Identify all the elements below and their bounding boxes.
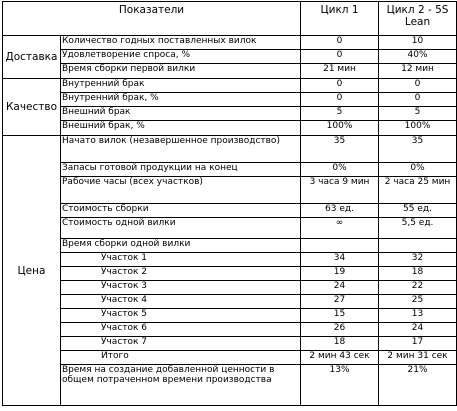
- row-cycle1: 35: [301, 136, 379, 163]
- section-delivery: Доставка: [3, 36, 61, 79]
- section-price: Цена: [3, 136, 61, 406]
- row-label: Время сборки одной вилки: [61, 239, 301, 253]
- row-label: Участок 7: [61, 337, 301, 351]
- table-row: [3, 79, 457, 93]
- table-row: [3, 177, 457, 204]
- table-row: [3, 50, 457, 64]
- row-label: Внешний брак: [61, 107, 301, 121]
- row-cycle2: 21%: [379, 365, 457, 406]
- row-label: Время сборки первой вилки: [61, 64, 301, 79]
- row-label: Участок 1: [61, 253, 301, 267]
- row-cycle2: 5: [379, 107, 457, 121]
- row-cycle2: 100%: [379, 121, 457, 136]
- row-label: Участок 6: [61, 323, 301, 337]
- metrics-table: [2, 1, 457, 406]
- row-label: Внутренний брак: [61, 79, 301, 93]
- row-cycle1: 15: [301, 309, 379, 323]
- table-row: [3, 218, 457, 239]
- row-label: Начато вилок (незавершенное производство): [61, 136, 301, 163]
- row-label: Итого: [61, 351, 301, 365]
- row-cycle2: [379, 239, 457, 253]
- row-cycle2: 18: [379, 267, 457, 281]
- row-cycle2: 2 часа 25 мин: [379, 177, 457, 204]
- section-quality: Качество: [3, 79, 61, 136]
- row-cycle1: 100%: [301, 121, 379, 136]
- row-label: Участок 2: [61, 267, 301, 281]
- row-cycle2: 17: [379, 337, 457, 351]
- row-cycle1: 0: [301, 79, 379, 93]
- row-cycle2: 10: [379, 36, 457, 50]
- row-cycle1: 63 ед.: [301, 204, 379, 218]
- row-cycle1: 0: [301, 36, 379, 50]
- row-cycle2: 0: [379, 79, 457, 93]
- row-cycle2: 32: [379, 253, 457, 267]
- row-label: Участок 3: [61, 281, 301, 295]
- row-cycle1: 3 часа 9 мин: [301, 177, 379, 204]
- row-cycle1: 13%: [301, 365, 379, 406]
- row-cycle1: [301, 239, 379, 253]
- row-cycle1: 19: [301, 267, 379, 281]
- table-row: [3, 253, 457, 267]
- row-label: Рабочие часы (всех участков): [61, 177, 301, 204]
- row-cycle2: 22: [379, 281, 457, 295]
- row-cycle2: 12 мин: [379, 64, 457, 79]
- row-cycle2: 40%: [379, 50, 457, 64]
- header-metric: Показатели: [3, 2, 301, 36]
- table-row: [3, 351, 457, 365]
- row-cycle1: 21 мин: [301, 64, 379, 79]
- row-label: Стоимость сборки: [61, 204, 301, 218]
- row-label: Стоимость одной вилки: [61, 218, 301, 239]
- row-cycle1: 5: [301, 107, 379, 121]
- row-cycle2: 35: [379, 136, 457, 163]
- table-row: [3, 93, 457, 107]
- row-cycle1: 26: [301, 323, 379, 337]
- row-cycle1: 27: [301, 295, 379, 309]
- row-cycle2: 55 ед.: [379, 204, 457, 218]
- row-cycle2: 0: [379, 93, 457, 107]
- header-cycle2: Цикл 2 - 5S Lean: [379, 2, 457, 36]
- table-row: [3, 64, 457, 79]
- table-row: [3, 365, 457, 406]
- row-cycle2: 5,5 ед.: [379, 218, 457, 239]
- row-label: Время на создание добавленной ценности в общем потраченном времени производства: [61, 365, 301, 406]
- table-row: [3, 309, 457, 323]
- table-row: [3, 323, 457, 337]
- row-label: Количество годных поставленных вилок: [61, 36, 301, 50]
- row-cycle1: 18: [301, 337, 379, 351]
- row-cycle1: 34: [301, 253, 379, 267]
- row-cycle1: 24: [301, 281, 379, 295]
- table-row: [3, 281, 457, 295]
- row-cycle2: 25: [379, 295, 457, 309]
- row-label: Запасы готовой продукции на конец: [61, 163, 301, 177]
- row-cycle1: 2 мин 43 сек: [301, 351, 379, 365]
- header-cycle1: Цикл 1: [301, 2, 379, 36]
- table-row: [3, 204, 457, 218]
- row-label: Участок 5: [61, 309, 301, 323]
- row-cycle2: 24: [379, 323, 457, 337]
- row-cycle1: 0: [301, 50, 379, 64]
- row-cycle2: 13: [379, 309, 457, 323]
- row-label: Участок 4: [61, 295, 301, 309]
- row-cycle1: 0: [301, 93, 379, 107]
- header-row: [3, 2, 457, 36]
- row-cycle2: 0%: [379, 163, 457, 177]
- row-cycle1: ∞: [301, 218, 379, 239]
- row-label: Внутренний брак, %: [61, 93, 301, 107]
- row-label: Внешний брак, %: [61, 121, 301, 136]
- table-row: [3, 136, 457, 163]
- table-row: [3, 121, 457, 136]
- table-row: [3, 107, 457, 121]
- row-cycle2: 2 мин 31 сек: [379, 351, 457, 365]
- table-row: [3, 163, 457, 177]
- row-cycle1: 0%: [301, 163, 379, 177]
- table-row: [3, 36, 457, 50]
- table-row: [3, 295, 457, 309]
- table-row: [3, 267, 457, 281]
- table-row: [3, 239, 457, 253]
- row-label: Удовлетворение спроса, %: [61, 50, 301, 64]
- table-row: [3, 337, 457, 351]
